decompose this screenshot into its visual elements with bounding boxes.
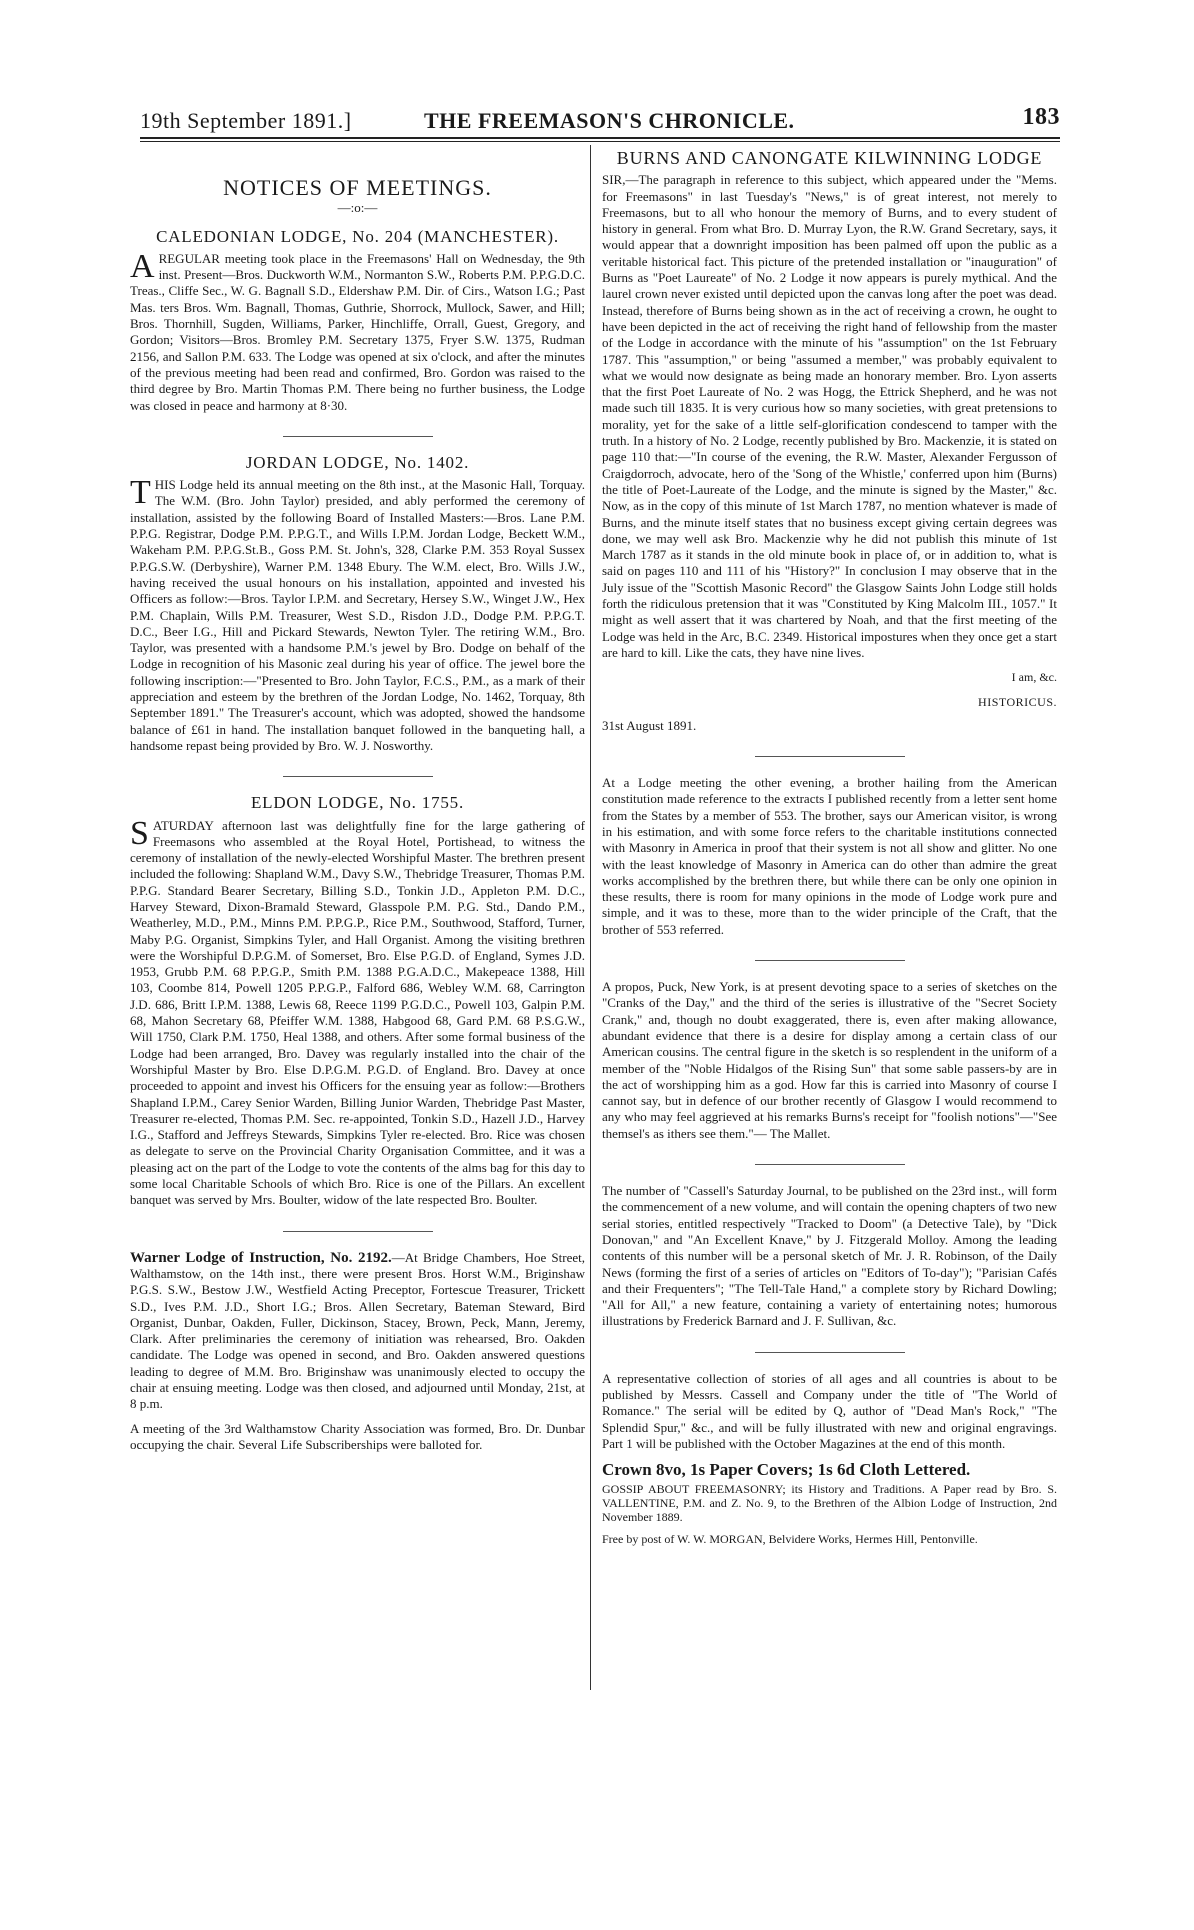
journal-title: THE FREEMASON'S CHRONICLE. — [424, 108, 795, 133]
jordan-heading: JORDAN LODGE, No. 1402. — [245, 452, 470, 472]
warner-lodge-text: —At Bridge Chambers, Hoe Street, Walthamstow, on the 14th inst., there were present Bros. Horst W.M., Briginshaw P.G.S. S.W., Bestow J.W., Westfield Acting Preceptor, Fortescue Treasurer, Trickett S.D., Ives P.M. J.D., Short I.G.; Bros. Allen Secretary, Bateman Steward, Bird Organist, Dunbar, Oakden, Fuller, Dickinson, Stacey, Brown, Peck, Mann, Jeremy, Clark. After preliminaries the ceremony of initiation was rehearsed, Bro. Oakden candidate. The Lodge was opened in second, and Bro. Oakden answered questions leading to degree of M.M. Bro. Briginshaw was unanimously elected to occupy the chair at ensuing meeting. Lodge was then closed, and adjourned until Monday, 21st, at 8 p.m. — [130, 1249, 585, 1412]
letter-closing: I am, &c. — [1011, 670, 1057, 685]
title-separator: —:o:— — [337, 200, 378, 216]
header-rule-thin — [140, 141, 1060, 142]
advert-footer: Free by post of W. W. MORGAN, Belvidere Works, Hermes Hill, Pentonville. — [602, 1532, 978, 1547]
warner-report — [130, 1250, 585, 1413]
advert-title: Crown 8vo, 1s Paper Covers; 1s 6d Cloth Lettered. — [602, 1460, 971, 1480]
eldon-report: SATURDAY afternoon last was delightfully fine for the large gathering of Freemasons who assembled at the Royal Hotel, Portishead, to witness the ceremony of installation of the newly-elected Worshipful Master. The brethren present included the following: Shapland W.M., Davy S.W., Thebridge Treasurer, Thomas P.M. P.P.G. Standard Bearer Secretary, Billing S.D., Tonkin J.D., Appleton P.M. D.C., Harvey Steward, Dixon-Bramald Steward, Glasspole P.M. P.G. Std., Dando P.M., Weatherley, M.D., P.M., Minns P.M. P.P.G.P., Rice P.M., Southwood, Stafford, Turner, Maby P.G. Organist, Simpkins Tyler, and Hall Organist. Among the visiting brethren were the Worshipful D.P.G.M. of Somerset, Bro. Else P.G.D. of England, Symes J.D. 1953, Grubb P.M. 68 P.P.G.P., Smith P.M. 1388 P.G.A.D.C., Makepeace 1388, Hill 103, Coombe 814, Powell 1205 P.P.G.P., Falford 686, Webley W.M. 68, Carrington J.D. 686, Britt I.P.M. 1388, Lewis 68, Reece 1199 P.G.D.C., Powell 103, Galpin P.M. 68, Mahon Secretary 68, Pfeiffer W.M. 1388, Habgood 68, Gard P.M. 68 P.S.G.W., Will 1750, Clark P.M. 1750, Heal 1388, and others. After some formal business of the Lodge had been arranged, Bro. Davey was regularly installed into the chair of the Worshipful Master by Bro. Else D.P.G.M. P.G.D. of England. Bro. Davey at once proceeded to appoint and invest his Officers for the ensuing year as follow:—Brothers Shapland I.P.M., Carey Senior Warden, Billing Junior Warden, Thebridge Past Master, Treasurer re-elected, Thomas P.M. Sec. re-appointed, Tonkin S.D., Hazell J.D., Harvey I.G., Stafford and Jeffreys Stewards, Simpkins Tyler re-elected. Bro. Rice was chosen as delegate to serve on the Provincial Charity Organisation Committee, and it was a pleasing act on the part of the Lodge to vote the contents of the alms bag for this day to some local Charitable Schools of which Bro. Rice is one of the Pillars. An excellent banquet was served by Mrs. Boulter, widow of the late respected Bro. Boulter. — [130, 814, 585, 1208]
advert-text: GOSSIP ABOUT FREEMASONRY; its History and Traditions. A Paper read by Bro. S. VALLENTINE, P.M. and Z. No. 9, to the Brethren of the Albion Lodge of Instruction, 2nd November 1889. — [602, 1482, 1057, 1525]
section-rule — [283, 776, 433, 777]
world-of-romance-paragraph: A representative collection of stories of all ages and all countries is about to be published by Messrs. Cassell and Company under the title of "The World of Romance." The serial will be edited by Q, author of "Dead Man's Rock," "The Splendid Spur," &c., and will be fully illustrated with new and original engravings. Part 1 will be published with the October Magazines at the end of this month. — [602, 1370, 1057, 1451]
burns-heading: BURNS AND CANONGATE KILWINNING LODGE — [616, 150, 1043, 168]
header-rule — [140, 137, 1060, 139]
column-divider — [590, 145, 591, 1690]
american-lodge-paragraph: At a Lodge meeting the other evening, a brother hailing from the American constitution made reference to the extracts I published recently from a letter sent home from the States by a member of 553. The brother, says our American visitor, is wrong in his estimation, and with some force refers to the charitable institutions connected with Masonry in America in proof that their system is not all show and glitter. No one with the least knowledge of Masonry in America can do other than admire the great works accomplished by the brethren there, but while there can be only one opinion in these results, there is room for many opinions in the mode of Lodge work pure and simple, and it was to these, more than to the wider principle of the Craft, that the brother of 553 referred. — [602, 775, 1057, 937]
eldon-heading: ELDON LODGE, No. 1755. — [250, 793, 465, 813]
left-column — [130, 150, 585, 1890]
burns-letter: SIR,—The paragraph in reference to this subject, which appeared under the "Mems. for Freemasons" in last Tuesday's "News," is of great interest, not merely to Freemasons, but to all who honour the memory of Burns, and to every student of history in general. From what Bro. D. Murray Lyon, the R.W. Grand Secretary, says, it would appear that a downright imposition has been palmed off upon the public as a veritable historical fact. This picture of the pretended installation or "inauguration" of Burns as "Poet Laureate" of No. 2 Lodge it now appears is purely mythical. And the laurel crown never existed until depicted upon the canvas long after the poet was dead. Instead, therefore of Burns being shown as in the act of receiving a crown, he ought to have been depicted in the act of receiving the right hand of fellowship from the master of the Lodge in accordance with the minute of his "assumption" on the 1st February 1787. This "assumption," or being "assumed a member," was probably equivalent to what we would now designate as being made an honorary member. Bro. Lyon asserts that the first Poet Laureate of No. 2 was Hogg, the Ettrick Shepherd, and he was not made such till 1835. It is very curious how so many societies, with great pretensions to morality, yet for the sake of a little self-glorification condescend to tamper with the truth. In a history of No. 2 Lodge, recently published by Bro. Mackenzie, it is stated on page 110 that:—"In course of the evening, the R.W. Master, Alexander Fergusson of Craigdorroch, advocate, hero of the 'Song of the Whistle,' conferred upon him (Burns) the title of Poet-Laureate of the Lodge, and the minute is signed by the Master," &c. Now, as in the copy of this minute of 1st March 1787, no mention whatever is made of Burns, and the minute itself states that no business except giving certain degrees was done, we may well ask Bro. Mackenzie why he did not publish this minute of 1st March 1787 as it stands in the old minute book in place of, or in addition to, what is said on pages 110 and 111 of his "History?" In conclusion I may observe that in the July issue of the "Scottish Masonic Record" the Glasgow Saints John Lodge still holds forth the ridiculous pretension that it was "Constituted by King Malcolm III., 1057." It might as well assert that it was chartered by Noah, and that the first meeting of the Lodge was held in the Arc, B.C. 2349. Historical impostures when they once get a start are hard to kill. Like the cats, they have nine lives. — [602, 172, 1057, 660]
warner-lodge-name: Warner Lodge of Instruction, No. 2192. — [130, 1249, 392, 1266]
section-rule — [755, 1352, 905, 1353]
page-number: 183 — [1022, 104, 1060, 130]
letter-signature: HISTORICUS. — [978, 694, 1057, 709]
section-rule — [283, 436, 433, 437]
page-header — [140, 100, 1060, 136]
letter-date: 31st August 1891. — [602, 717, 697, 733]
jordan-report: THIS Lodge held its annual meeting on the 8th inst., at the Masonic Hall, Torquay. The W.M. (Bro. John Taylor) presided, and ably performed the ceremony of installation, assisted by the following Board of Installed Masters:—Bros. Lane P.M. P.P.G. Registrar, Dodge P.M. P.P.G.T., and Wills I.P.M. Jordan Lodge, Beckett W.M., Wakeham P.M. P.P.G.St.B., Goss P.M. St. John's, 328, Clarke P.M. 353 Royal Sussex P.P.G.S.W. (Derbyshire), Warner P.M. 1348 Ebury. The W.M. elect, Bro. Wills J.W., having received the usual honours on his installation, appointed and invested his Officers as follow:—Bros. Taylor I.P.M. and Secretary, Hersey S.W., Winget J.W., Hex P.M. Chaplain, Wills P.M. Treasurer, West S.D., Risdon J.D., Dodge P.M. P.P.G.T. D.C., Beer I.G., Hill and Pickard Stewards, Newton Tyler. The retiring W.M., Bro. Taylor, was presented with a handsome P.M.'s jewel by Bro. Dodge on behalf of the Lodge in recognition of his Masonic zeal during his year of office. The jewel bore the following inscription:—"Presented to Bro. John Taylor, F.C.S., P.M., as a mark of their appreciation and esteem by the brethren of the Jordan Lodge, No. 1462, Torquay, 8th September 1891." The Treasurer's account, which was adopted, showed the handsome balance of £61 in hand. The installation banquet followed in the banqueting hall, a handsome repast being provided by Bro. W. J. Nosworthy. — [130, 474, 585, 753]
issue-date: 19th September 1891.] — [140, 108, 352, 133]
caledonian-report: AREGULAR meeting took place in the Freemasons' Hall on Wednesday, the 9th inst. Present—Bros. Duckworth W.M., Normanton S.W., Roberts P.M. P.P.G.D.C. Treas., Cliffe Sec., W. G. Bagnall S.D., Eldershaw P.M. Dir. of Cirs., Watson I.G.; Past Mas. ters Bros. Wm. Bagnall, Thomas, Guthrie, Shorrock, Mullock, Sawer, and Hill; Bros. Thornhill, Sugden, Williams, Parker, Hinchliffe, Orrall, Guest, Gregory, and Gordon; Visitors—Bros. Bromley P.M. Secretary 1375, Fryer S.W. 1375, Rudman 2156, and Sallon P.M. 633. The Lodge was opened at six o'clock, and after the minutes of the previous meeting had been read and confirmed, Bro. Gordon was raised to the third degree by Bro. Martin Thomas P.M. There being no further business, the Lodge was closed in peace and harmony at 8·30. — [130, 247, 585, 413]
right-column — [602, 150, 1057, 1890]
section-rule — [283, 1231, 433, 1232]
section-rule — [755, 1164, 905, 1165]
cassells-journal-paragraph: The number of "Cassell's Saturday Journal, to be published on the 23rd inst., will form the commencement of a new volume, and will contain the opening chapters of two new serial stories, entitled respectively "Tracked to Doom" (a Detective Tale), by "Dick Donovan," and "An Excellent Knave," by J. Fitzgerald Molloy. Among the leading contents of this number will be a personal sketch of Mr. J. R. Robinson, of the Daily News (forming the first of a series of articles on "Editors of To-day"); "Parisian Cafés and their Frequenters"; "The Tell-Tale Hand," a complete story by Richard Dowling; "All for All," a new feature, containing a variety of entertaining notes; humorous illustrations by Frederick Barnard and J. F. Sullivan, &c. — [602, 1183, 1057, 1329]
section-rule — [755, 756, 905, 757]
caledonian-heading: CALEDONIAN LODGE, No. 204 (MANCHESTER). — [156, 226, 559, 246]
walthamstow-note: A meeting of the 3rd Walthamstow Charity Association was formed, Bro. Dr. Dunbar occupying the chair. Several Life Subscriberships were balloted for. — [130, 1420, 585, 1452]
puck-paragraph: A propos, Puck, New York, is at present devoting space to a series of sketches on the "Cranks of the Day," and the third of the series is illustrative of the "Secret Society Crank," and, though no doubt exaggerated, there is, even after making allowance, abundant evidence that there is a desire for display among a certain class of our American cousins. The central figure in the sketch is so resplendent in the uniform of a member of the "Noble Hidalgos of the Rising Sun" that some sable passers-by are in the act of worshipping him as a god. How far this is carried into Masonry of course I cannot say, but in defence of our brother recently of Glasgow I would recommend to any who may feel aggrieved at his remarks Burns's receipt for "foolish notions"—"See themsel's as ithers see them."— The Mallet. — [602, 979, 1057, 1141]
section-rule — [755, 960, 905, 961]
advert-body — [602, 1482, 1057, 1524]
section-title: NOTICES OF MEETINGS. — [223, 175, 492, 200]
